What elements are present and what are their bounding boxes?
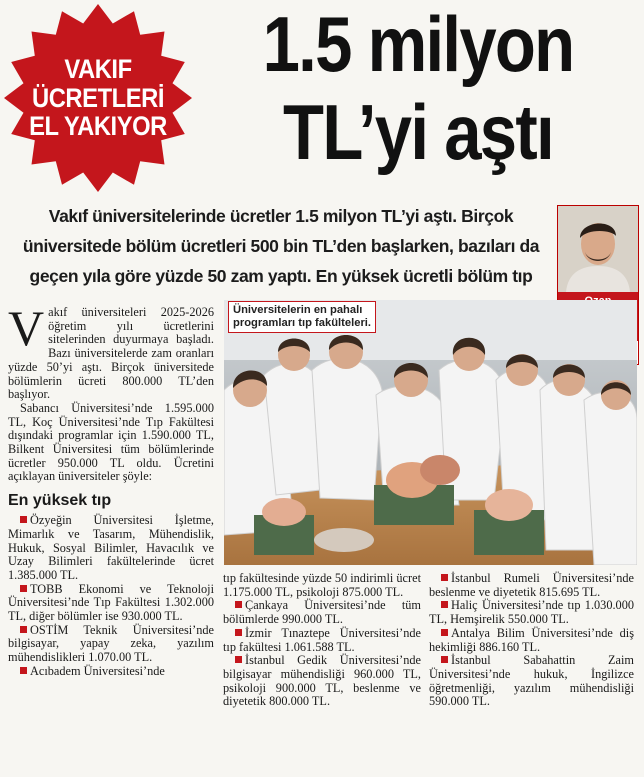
article-column-2 bbox=[223, 572, 421, 709]
list-item: Özyeğin Üniversitesi İşletme, Mimarlık ve Tasarım, Mühendislik, Hukuk, Sosyal Bilimler, Havacılık ve Uzay Bilimleri fakültelerinde ücret 1.385.000 TL. bbox=[8, 513, 214, 582]
list-item: TOBB Ekonomi ve Teknoloji Üniversitesi’nde Tıp Fakültesi 1.302.000 TL, diğer bölümler ise 930.000 TL. bbox=[8, 581, 214, 624]
badge-line-2: ÜCRETLERİ bbox=[32, 82, 164, 113]
article-photo bbox=[224, 300, 637, 565]
article-column-3 bbox=[429, 572, 634, 709]
bullet-square-icon bbox=[441, 629, 448, 636]
paragraph-2: Sabancı Üniversitesi’nde 1.595.000 TL, Koç Üniversitesi’nde Tıp Fakültesi dışındaki programlar için 1.590.000 TL, Bilkent Üniversitesi tüm bölümlerinde ücretler 950.000 TL oldu. Ücretini açıklayan üniversiteler şöyle: bbox=[8, 400, 214, 484]
drop-cap: V bbox=[8, 300, 45, 356]
badge-line-3: EL YAKIYOR bbox=[29, 111, 167, 142]
bullet-square-icon bbox=[235, 601, 242, 608]
list-item: Çankaya Üniversitesi’nde tüm bölümlerde 990.000 TL. bbox=[223, 598, 421, 627]
list-item: OSTİM Teknik Üniversitesi’nde bilgisayar, yapay zeka, yazılım mühendislikleri 1.070.00 TL. bbox=[8, 622, 214, 665]
list-item: İzmir Tınaztepe Üniversitesi’nde tıp fakültesi 1.061.588 TL. bbox=[223, 625, 421, 654]
headline-line-2: TL’yi aştı bbox=[283, 88, 553, 176]
list-item: İstanbul Sabahattin Zaim Üniversitesi’nde hukuk, İngilizce öğretmenliği, yazılım mühendisliği 590.000 TL. bbox=[429, 653, 634, 709]
paragraph-col2: tıp fakültesinde yüzde 50 indirimli ücret 1.175.000 TL, psikoloji 875.000 TL. bbox=[223, 571, 421, 599]
list-item: Haliç Üniversitesi’nde tıp 1.030.000 TL, Hemşirelik 550.000 TL. bbox=[429, 598, 634, 627]
bullet-square-icon bbox=[441, 601, 448, 608]
author-photo bbox=[558, 206, 638, 292]
badge-line-1: VAKIF bbox=[64, 54, 132, 85]
list-item: İstanbul Rumeli Üniversitesi’nde beslenme ve diyetetik 815.695 TL. bbox=[429, 571, 634, 599]
bullet-square-icon bbox=[441, 574, 448, 581]
bullet-square-icon bbox=[235, 629, 242, 636]
photo-caption: Üniversitelerin en pahalı programları tıp fakülteleri. bbox=[228, 301, 376, 333]
article-column-1 bbox=[8, 300, 214, 679]
lede: Vakıf üniversitelerinde ücretler 1.5 milyon TL’yi aştı. Birçok üniversitede bölüm ücretleri 500 bin TL’den başlarken, bazıları da geçen yıla göre yüzde 50 zam yaptı. En yüksek ücretli bölüm tıp bbox=[22, 206, 540, 286]
bullet-square-icon bbox=[20, 516, 27, 523]
subhead-en-yuksek-tip: En yüksek tıp bbox=[8, 492, 112, 510]
bullet-square-icon bbox=[20, 667, 27, 674]
bullet-square-icon bbox=[20, 626, 27, 633]
headline-line-1: 1.5 milyon bbox=[262, 0, 574, 88]
list-item: Antalya Bilim Üniversitesi’nde diş hekimliği 886.160 TL. bbox=[429, 625, 634, 654]
list-item: Acıbadem Üniversitesi’nde bbox=[30, 663, 165, 678]
badge-text bbox=[14, 3, 181, 193]
bullet-square-icon bbox=[20, 585, 27, 592]
headline bbox=[196, 0, 640, 176]
bullet-square-icon bbox=[235, 656, 242, 663]
bullet-square-icon bbox=[441, 656, 448, 663]
list-item: İstanbul Gedik Üniversitesi’nde bilgisayar mühendisliği 960.000 TL, psikoloji 900.000 TL, beslenme ve diyetetik 800.000 TL. bbox=[223, 653, 421, 709]
paragraph-1: akıf üniversiteleri 2025-2026 öğretim yılı ücretlerini sitelerinden duyurmaya başladı. Bazı üniversitelerde zam oranları yüzde 50’yi aştı. Birçok üniversitede bölümlerin ücreti 800.000 TL’den başlıyor. bbox=[8, 305, 214, 402]
